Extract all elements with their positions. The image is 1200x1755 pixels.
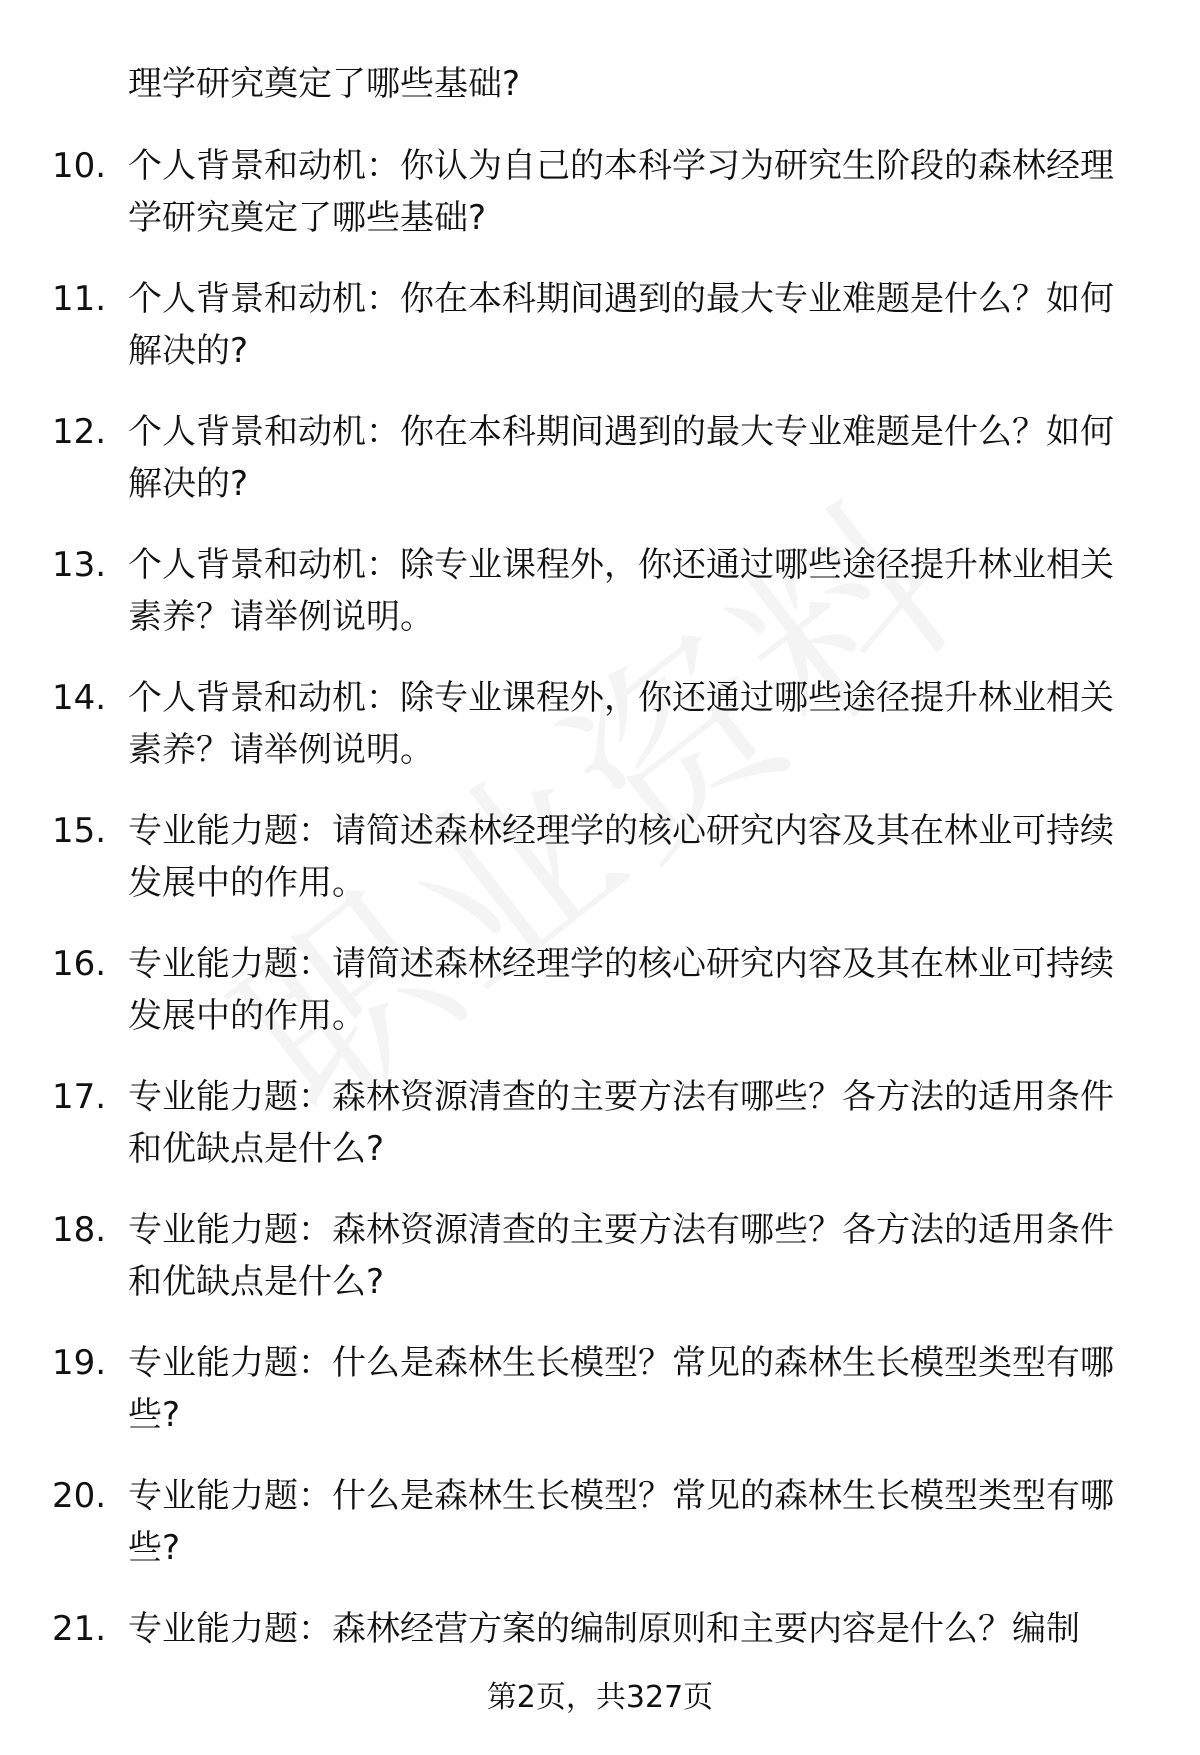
question-item	[0, 805, 1200, 938]
question-item	[0, 672, 1200, 805]
question-text: 专业能力题：请简述森林经理学的核心研究内容及其在林业可持续发展中的作用。	[128, 811, 1114, 903]
question-number: 14.	[52, 678, 107, 718]
question-item	[0, 1071, 1200, 1204]
question-number: 19.	[52, 1343, 107, 1383]
question-text: 个人背景和动机：除专业课程外，你还通过哪些途径提升林业相关素养？请举例说明。	[128, 678, 1114, 770]
question-text: 专业能力题：森林资源清查的主要方法有哪些？各方法的适用条件和优缺点是什么?	[128, 1210, 1114, 1302]
question-text: 个人背景和动机：除专业课程外，你还通过哪些途径提升林业相关素养？请举例说明。	[128, 545, 1114, 637]
question-text: 专业能力题：什么是森林生长模型？常见的森林生长模型类型有哪些?	[128, 1476, 1114, 1568]
question-number: 12.	[52, 412, 107, 452]
question-number: 15.	[52, 811, 107, 851]
question-number: 18.	[52, 1210, 107, 1250]
continuation-text: 理学研究奠定了哪些基础?	[128, 64, 521, 104]
question-number: 17.	[52, 1077, 107, 1117]
question-item	[0, 1470, 1200, 1603]
question-text: 个人背景和动机：你在本科期间遇到的最大专业难题是什么？如何解决的?	[128, 279, 1114, 371]
question-text: 专业能力题：什么是森林生长模型？常见的森林生长模型类型有哪些?	[128, 1343, 1114, 1435]
question-item	[0, 539, 1200, 672]
question-item	[0, 1204, 1200, 1337]
question-number: 13.	[52, 545, 107, 585]
question-number: 11.	[52, 279, 107, 319]
question-number: 16.	[52, 944, 107, 984]
question-text: 专业能力题：请简述森林经理学的核心研究内容及其在林业可持续发展中的作用。	[128, 944, 1114, 1036]
question-item	[0, 938, 1200, 1071]
question-text: 专业能力题：森林资源清查的主要方法有哪些？各方法的适用条件和优缺点是什么?	[128, 1077, 1114, 1169]
question-text: 个人背景和动机：你认为自己的本科学习为研究生阶段的森林经理学研究奠定了哪些基础?	[128, 146, 1114, 238]
question-item	[0, 406, 1200, 539]
page-footer: 第2页，共327页	[486, 1680, 714, 1715]
question-text: 专业能力题：森林经营方案的编制原则和主要内容是什么？编制	[128, 1609, 1080, 1649]
question-list	[0, 140, 1200, 1736]
question-number: 20.	[52, 1476, 107, 1516]
question-text: 个人背景和动机：你在本科期间遇到的最大专业难题是什么？如何解决的?	[128, 412, 1114, 504]
question-number: 10.	[52, 146, 107, 186]
question-number: 21.	[52, 1609, 107, 1649]
question-item	[0, 1337, 1200, 1470]
question-item	[0, 273, 1200, 406]
question-item	[0, 140, 1200, 273]
